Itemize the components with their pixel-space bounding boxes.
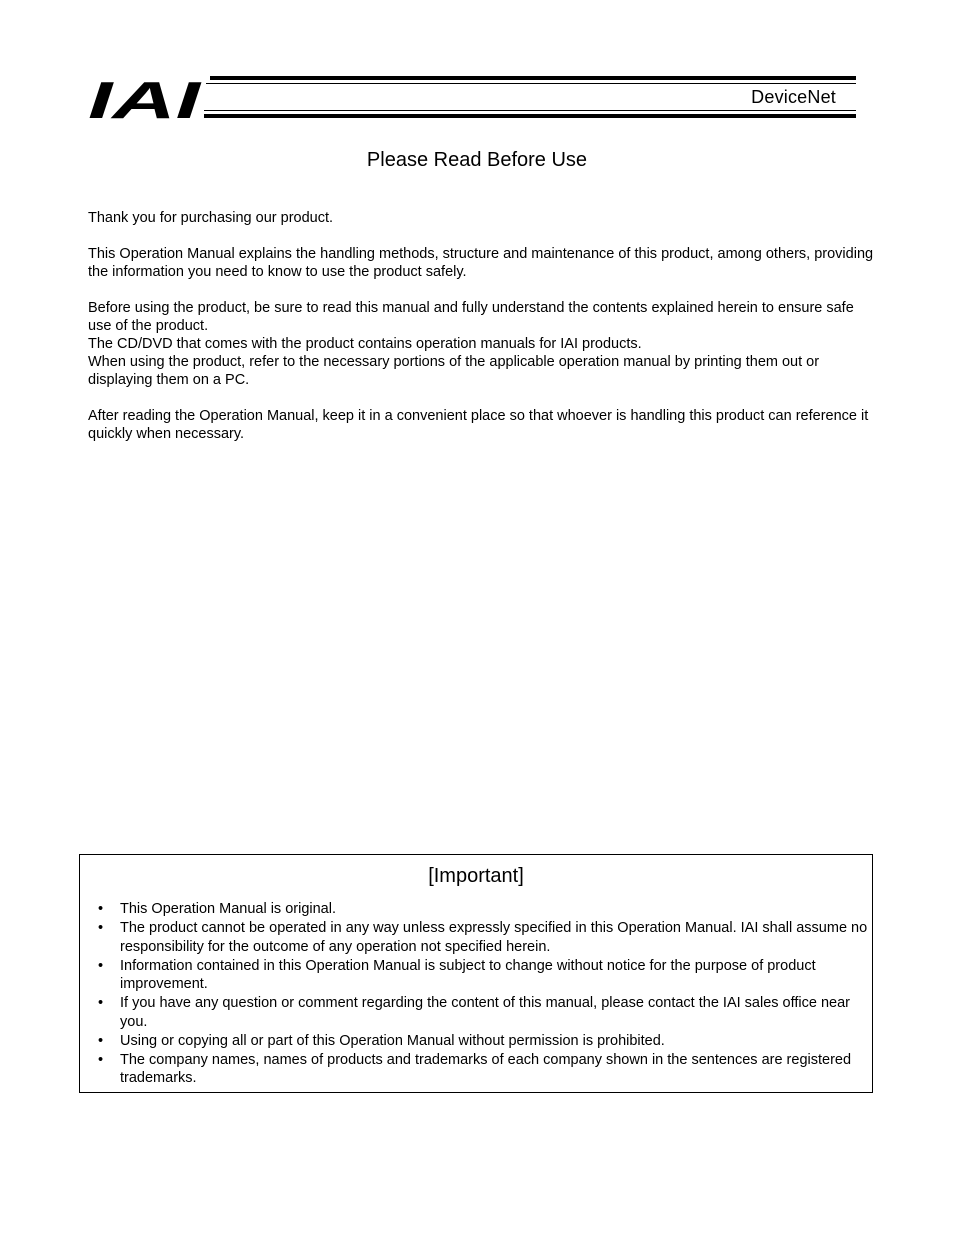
list-item <box>96 1051 870 1088</box>
important-title: [Important] <box>428 865 524 887</box>
intro-text <box>88 209 878 461</box>
intro-paragraph-thanks: Thank you for purchasing our product. <box>88 210 334 226</box>
header-rule-top <box>210 76 856 80</box>
bullet-icon: • <box>98 957 104 974</box>
header-rule-bottom <box>204 114 856 118</box>
intro-paragraph-keep: After reading the Operation Manual, keep it in a convenient place so that whoever is handling this product can reference it quickly when necessary. <box>88 408 869 442</box>
intro-paragraph-purpose: This Operation Manual explains the handling methods, structure and maintenance of this product, among others, providing the information you need to know to use the product safely. <box>88 246 874 280</box>
bullet-icon: • <box>98 901 104 917</box>
list-item-text: If you have any question or comment regarding the content of this manual, please contact the IAI sales office near you. <box>120 995 850 1030</box>
list-item <box>96 900 870 919</box>
bullet-icon: • <box>98 920 104 936</box>
list-item-text: This Operation Manual is original. <box>120 901 336 917</box>
bullet-icon: • <box>98 995 104 1011</box>
list-item-text: The company names, names of products and trademarks of each company shown in the sentences are registered trademarks. <box>120 1051 852 1086</box>
list-item-text: The product cannot be operated in any way unless expressly specified in this Operation Manual. IAI shall assume no responsibility for the outcome of any operation not specified herein. <box>120 920 868 955</box>
header-rule-bottom-thin <box>204 110 856 111</box>
list-item-text: Using or copying all or part of this Operation Manual without permission is prohibited. <box>120 1032 665 1049</box>
intro-paragraph-print: When using the product, refer to the necessary portions of the applicable operation manual by printing them out or displaying them on a PC. <box>88 354 820 388</box>
header-product-name: DeviceNet <box>751 87 836 107</box>
logo-text: IAI <box>88 76 203 120</box>
list-item <box>96 919 870 956</box>
page-header <box>88 74 856 122</box>
intro-paragraph-cd-dvd: The CD/DVD that comes with the product contains operation manuals for IAI products. <box>88 336 642 352</box>
list-item <box>96 1032 870 1051</box>
list-item-text: Information contained in this Operation Manual is subject to change without notice for the purpose of product improvement. <box>120 957 816 992</box>
header-rule-top-thin <box>206 83 856 84</box>
bullet-icon: • <box>98 1051 104 1068</box>
intro-paragraph-read-first: Before using the product, be sure to read this manual and fully understand the contents explained herein to ensure safe use of the product. <box>88 300 854 334</box>
page-title: Please Read Before Use <box>366 149 588 171</box>
important-list <box>96 900 870 1088</box>
list-item <box>96 957 870 994</box>
bullet-icon: • <box>98 1032 104 1049</box>
important-notice-box <box>79 854 873 1093</box>
list-item <box>96 994 870 1031</box>
iai-logo <box>88 76 204 120</box>
